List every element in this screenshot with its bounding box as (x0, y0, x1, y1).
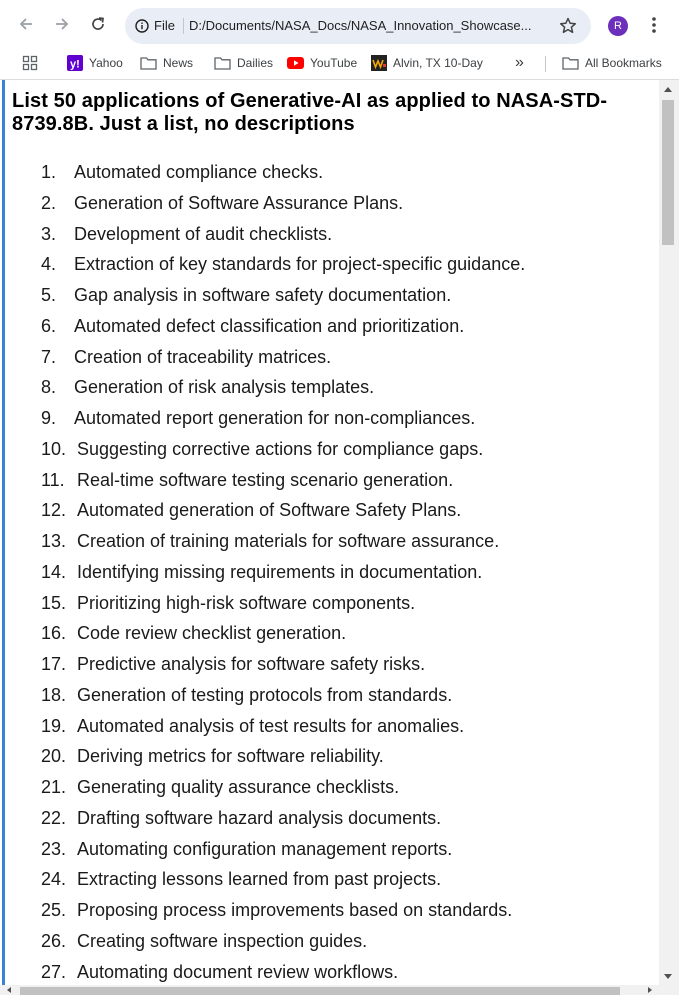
forward-button[interactable] (51, 13, 73, 35)
list-item-text: Automated compliance checks. (74, 162, 324, 182)
list-item-number: 11. (41, 469, 65, 490)
list-item-text: Automated analysis of test results for anomalies. (77, 715, 465, 736)
bookmark-label: News (163, 56, 194, 70)
list-item-text: Automating document review workflows. (77, 961, 399, 982)
page-content (12, 90, 652, 991)
chevron-double-right-icon: » (515, 54, 524, 71)
bookmark-weather[interactable] (371, 54, 483, 72)
address-bar[interactable] (125, 8, 591, 44)
bookmark-label: YouTube (310, 56, 358, 70)
list-item (12, 592, 652, 623)
list-item-text: Automated report generation for non-compliances. (74, 408, 476, 428)
list-item (12, 745, 652, 776)
list-item (12, 223, 652, 254)
list-item (12, 807, 652, 838)
list-item-text: Automated generation of Software Safety Plans. (77, 500, 462, 521)
list-item (12, 284, 652, 315)
list-item-number: 14. (41, 561, 67, 582)
scroll-left-arrow-icon[interactable] (7, 987, 11, 993)
list-item (12, 499, 652, 530)
back-button[interactable] (15, 13, 37, 35)
apps-button[interactable] (22, 54, 44, 72)
vertical-scroll-thumb[interactable] (662, 100, 674, 245)
list-item (12, 376, 652, 407)
list-item-text: Real-time software testing scenario generation. (77, 469, 454, 490)
bookmark-label: Dailies (237, 56, 274, 70)
list-item (12, 868, 652, 899)
list-item-number: 16. (41, 623, 67, 644)
bookmark-news[interactable] (140, 54, 193, 72)
folder-icon (562, 56, 579, 70)
list-item-number: 1. (41, 162, 57, 182)
bookmarks-overflow-button[interactable] (515, 54, 524, 72)
list-item-text: Predictive analysis for software safety risks. (77, 654, 426, 674)
omnibox-divider (183, 18, 184, 34)
list-item (12, 622, 652, 653)
list-item-number: 9. (41, 408, 57, 428)
list-item-text: Development of audit checklists. (74, 223, 333, 244)
list-item (12, 776, 652, 807)
list-item-number: 23. (41, 838, 67, 859)
list-item (12, 899, 652, 930)
list-item-number: 5. (41, 285, 57, 305)
folder-icon (140, 56, 157, 70)
folder-icon (214, 56, 231, 70)
list-item-number: 4. (41, 254, 57, 275)
list-item (12, 161, 652, 192)
vertical-scrollbar[interactable] (659, 80, 679, 985)
list-item-number: 2. (41, 192, 57, 213)
horizontal-scrollbar[interactable] (0, 985, 679, 995)
bookmark-dailies[interactable] (214, 54, 273, 72)
info-icon[interactable] (135, 19, 149, 33)
bookmarks-separator (545, 56, 546, 72)
bookmark-label: Yahoo (89, 56, 123, 70)
list-item-number: 24. (41, 869, 67, 890)
list-item-text: Automated defect classification and prioritization. (74, 315, 465, 336)
scroll-down-arrow-icon[interactable] (664, 974, 672, 979)
list-item-text: Code review checklist generation. (77, 623, 347, 644)
reload-icon (90, 16, 106, 32)
kebab-menu-icon[interactable] (643, 14, 665, 36)
window-edge (2, 80, 5, 995)
list-item-number: 27. (41, 961, 67, 982)
bookmark-label: All Bookmarks (585, 56, 662, 70)
list-item-number: 26. (41, 930, 67, 951)
list-item-number: 15. (41, 592, 67, 613)
list-item-text: Prioritizing high-risk software components. (77, 592, 416, 613)
list-item-number: 10. (41, 438, 67, 459)
apps-grid-icon (22, 55, 38, 71)
reload-button[interactable] (87, 13, 109, 35)
list-item-text: Automating configuration management reports. (77, 838, 453, 859)
list-item-text: Creation of traceability matrices. (74, 346, 332, 367)
list-item-text: Creating software inspection guides. (77, 930, 368, 951)
list-item-number: 22. (41, 807, 67, 828)
list-item-number: 20. (41, 746, 67, 767)
applications-list (12, 161, 652, 991)
list-item-text: Identifying missing requirements in documentation. (77, 561, 483, 582)
list-item-number: 25. (41, 900, 67, 920)
bookmark-yahoo[interactable] (67, 54, 123, 72)
list-item (12, 315, 652, 346)
list-item (12, 930, 652, 961)
yahoo-icon (67, 55, 83, 71)
list-item (12, 684, 652, 715)
list-item-number: 3. (41, 223, 57, 244)
list-item-text: Extracting lessons learned from past projects. (77, 869, 442, 890)
browser-toolbar (0, 0, 679, 47)
bookmark-youtube[interactable] (287, 54, 357, 72)
list-item-text: Deriving metrics for software reliability. (77, 746, 384, 767)
list-item-text: Generation of testing protocols from standards. (77, 684, 453, 705)
list-item (12, 653, 652, 684)
list-item-text: Generation of risk analysis templates. (74, 377, 375, 398)
list-item-number: 7. (41, 346, 57, 367)
list-item-text: Creation of training materials for software assurance. (77, 531, 500, 551)
bookmark-star-icon[interactable] (558, 16, 578, 36)
list-item-number: 21. (41, 777, 67, 797)
list-item-number: 18. (41, 684, 67, 705)
list-item-text: Generation of Software Assurance Plans. (74, 192, 404, 213)
forward-arrow-icon (54, 16, 70, 32)
back-arrow-icon (18, 16, 34, 32)
list-item-number: 8. (41, 377, 57, 398)
page-viewport (0, 80, 679, 995)
list-item (12, 561, 652, 592)
scheme-label: File (154, 18, 175, 33)
bookmark-label: Alvin, TX 10-Day (393, 56, 483, 70)
list-item-text: Extraction of key standards for project-specific guidance. (74, 254, 526, 275)
scroll-right-arrow-icon[interactable] (648, 987, 652, 993)
list-item-number: 6. (41, 315, 57, 336)
list-item (12, 530, 652, 561)
list-item-number: 17. (41, 654, 67, 674)
list-item-text: Proposing process improvements based on standards. (77, 900, 513, 920)
profile-avatar[interactable]: R (608, 16, 628, 36)
scroll-up-arrow-icon[interactable] (664, 87, 672, 92)
list-item-number: 19. (41, 715, 67, 736)
all-bookmarks-button[interactable] (562, 54, 662, 72)
list-item (12, 253, 652, 284)
youtube-icon (287, 57, 304, 69)
list-item (12, 838, 652, 869)
weather-icon (371, 55, 387, 71)
list-item-text: Gap analysis in software safety documentation. (74, 285, 452, 305)
list-item (12, 469, 652, 500)
svg-text:y!: y! (70, 58, 80, 71)
list-item (12, 715, 652, 746)
list-item-text: Generating quality assurance checklists. (77, 777, 400, 797)
page-title: List 50 applications of Generative-AI as applied to NASA-STD-8739.8B. Just a list, no descriptions (12, 90, 608, 135)
bookmarks-bar (0, 47, 679, 80)
list-item (12, 438, 652, 469)
list-item-number: 13. (41, 531, 67, 551)
list-item (12, 346, 652, 377)
list-item-text: Drafting software hazard analysis documents. (77, 807, 442, 828)
horizontal-scroll-thumb[interactable] (20, 987, 620, 995)
list-item-text: Suggesting corrective actions for compliance gaps. (77, 438, 484, 459)
list-item (12, 192, 652, 223)
list-item (12, 407, 652, 438)
url-text[interactable]: D:/Documents/NASA_Docs/NASA_Innovation_Showcase... (189, 18, 532, 33)
list-item-number: 12. (41, 500, 67, 521)
